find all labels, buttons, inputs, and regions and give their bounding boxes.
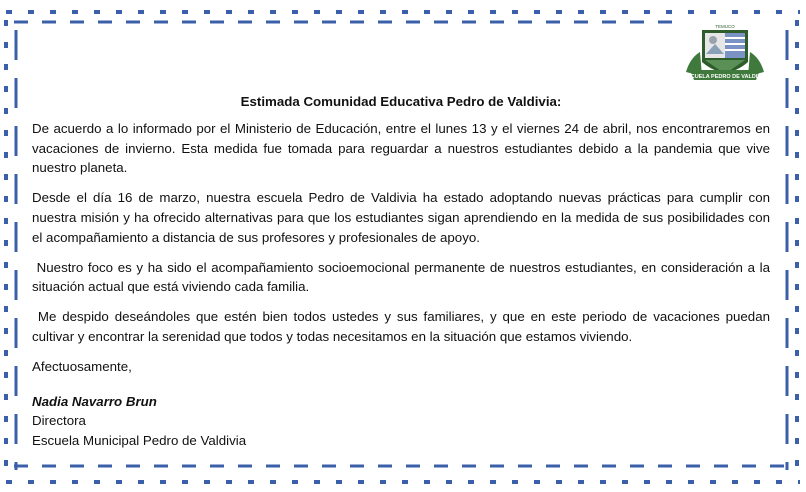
school-crest-logo [680, 18, 770, 90]
logo-top-text: TEMUCO [715, 24, 735, 29]
letter-heading: Estimada Comunidad Educativa Pedro de Valdivia: [240, 94, 562, 109]
signature-role: Directora [32, 413, 86, 429]
paragraph-farewell: Me despido deseándoles que estén bien todos ustedes y sus familiares, y que en este periodo de vacaciones puedan cultivar y encontrar la serenidad que todos y todas necesitamos en la situación que estamos viviendo. [32, 309, 774, 344]
closing-line: Afectuosamente, [32, 358, 132, 374]
paragraph-new-practices: Desde el día 16 de marzo, nuestra escuela Pedro de Valdivia ha estado adoptando nuevas prácticas para cumplir con nuestra misión y ha ofrecido alternativas para que los estudiantes sigan aprendiendo en la medida de sus posibilidades con el acompañamiento a distancia de sus profesores y profesionales de apoyo. [32, 190, 770, 245]
signature-institution: Escuela Municipal Pedro de Valdivia [32, 433, 247, 449]
paragraph-vacation-notice: De acuerdo a lo informado por el Ministerio de Educación, entre el lunes 13 y el viernes 24 de abril, nos encontraremos en vacaciones de invierno. Esta medida fue tomada para reguardar a nuestros estudiantes debido a la pandemia que vive nuestro planeta. [32, 120, 770, 176]
logo-banner-text: ESCUELA PEDRO DE VALDIVIA [683, 74, 767, 80]
paragraph-socioemotional-focus: Nuestro foco es y ha sido el acompañamiento socioemocional permanente de nuestros estudiantes, en consideración a la situación actual que está viviendo cada familia. [32, 259, 774, 295]
signature-name: Nadia Navarro Brun [32, 393, 157, 409]
letter-body [32, 92, 774, 451]
